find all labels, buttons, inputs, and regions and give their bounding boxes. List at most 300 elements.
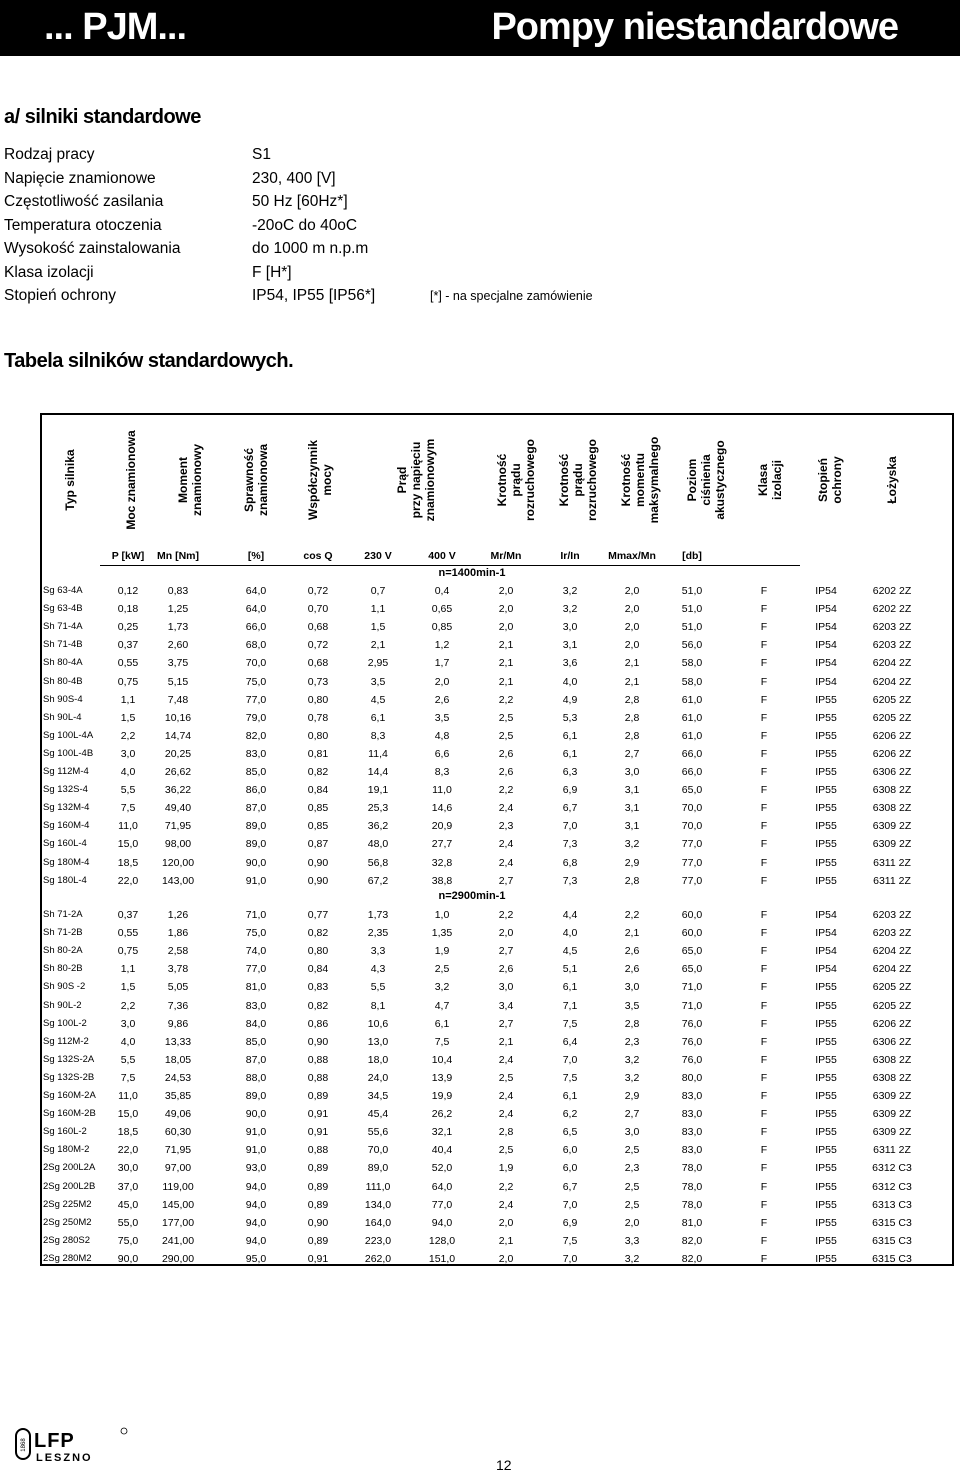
- table-cell: 11,0: [118, 820, 138, 833]
- param-label: Temperatura otoczenia: [4, 216, 162, 234]
- table-cell: 6205 2Z: [872, 693, 912, 706]
- table-cell: IP55: [815, 802, 837, 815]
- table-cell: 3,5: [434, 711, 450, 724]
- table-cell: F: [760, 856, 768, 869]
- table-cell: 3,1: [624, 784, 640, 797]
- table-cell: F: [760, 1180, 768, 1193]
- table-cell: 15,0: [117, 1108, 139, 1121]
- table-cell: 60,0: [681, 909, 703, 921]
- table-cell: 6204 2Z: [872, 963, 912, 976]
- motor-type-cell: Sg 180L-4: [43, 874, 87, 886]
- column-header-label: Typ silnika: [63, 449, 77, 511]
- table-cell: 2,2: [624, 909, 640, 921]
- table-cell: 77,0: [245, 963, 267, 976]
- table-cell: 3,0: [562, 621, 578, 634]
- table-row: [40, 1106, 954, 1124]
- logo-text: LFP: [34, 1430, 75, 1452]
- table-cell: 61,0: [681, 711, 703, 724]
- table-cell: 3,2: [624, 1252, 640, 1265]
- table-cell: 0,78: [307, 711, 329, 724]
- table-cell: IP55: [815, 693, 837, 706]
- column-header-label: Prąd przy napięciu znamionowym: [395, 438, 437, 522]
- table-cell: IP54: [815, 621, 837, 634]
- header-bar: [0, 0, 960, 56]
- table-cell: 77,0: [681, 838, 703, 851]
- table-cell: 8,3: [434, 766, 450, 778]
- table-cell: 1,26: [167, 909, 189, 921]
- table-cell: F: [760, 838, 768, 851]
- table-cell: 3,0: [120, 1017, 136, 1030]
- table-cell: 0,18: [117, 603, 139, 616]
- table-cell: 64,0: [431, 1180, 453, 1193]
- table-cell: 2,6: [498, 766, 514, 778]
- table-cell: 6315 C3: [872, 1216, 912, 1229]
- table-cell: 71,95: [164, 820, 192, 833]
- table-cell: F: [760, 909, 768, 921]
- table-cell: 56,0: [681, 639, 703, 652]
- table-cell: 4,7: [434, 999, 450, 1012]
- table-cell: 11,0: [118, 1090, 138, 1102]
- header-title: Pompy niestandardowe: [491, 6, 898, 48]
- table-cell: 3,6: [562, 657, 578, 670]
- table-cell: F: [760, 585, 768, 597]
- table-cell: IP54: [815, 639, 837, 652]
- table-cell: 56,8: [367, 856, 389, 869]
- table-cell: 0,68: [307, 657, 329, 670]
- column-header: [160, 413, 220, 547]
- table-cell: 0,75: [117, 945, 139, 958]
- table-cell: IP55: [815, 1180, 837, 1193]
- table-cell: 13,0: [367, 1035, 389, 1048]
- table-cell: 75,0: [117, 1234, 139, 1247]
- motor-type-cell: Sg 100L-4A: [43, 729, 94, 741]
- table-cell: 0,83: [307, 981, 329, 994]
- table-row: [40, 836, 954, 854]
- table-cell: IP55: [815, 856, 837, 869]
- motor-type-cell: Sg 100L-2: [43, 1017, 87, 1029]
- table-row: [40, 1251, 954, 1269]
- table-cell: 6,3: [562, 766, 578, 778]
- table-cell: 143,00: [161, 874, 195, 887]
- table-cell: 5,5: [120, 784, 136, 797]
- table-cell: 119,00: [162, 1180, 194, 1193]
- table-cell: 7,0: [562, 1252, 578, 1265]
- table-cell: 2,0: [624, 603, 640, 616]
- table-cell: 87,0: [245, 802, 267, 815]
- table-cell: 77,0: [681, 856, 703, 869]
- table-cell: 241,00: [161, 1234, 195, 1247]
- table-cell: 6308 2Z: [872, 1053, 912, 1066]
- table-cell: F: [760, 874, 768, 887]
- table-cell: 1,1: [120, 693, 136, 706]
- table-cell: 6308 2Z: [872, 1071, 912, 1084]
- table-row: [40, 1016, 954, 1034]
- logo-year: 1868: [21, 1438, 27, 1452]
- table-cell: 1,73: [367, 909, 389, 921]
- table-cell: 19,9: [431, 1090, 453, 1102]
- table-cell: 6,8: [562, 856, 578, 869]
- table-row: [40, 601, 954, 619]
- table-cell: 94,0: [431, 1216, 453, 1229]
- column-header-label: Klasa izolacji: [756, 459, 784, 501]
- table-cell: 0,82: [307, 927, 329, 940]
- table-cell: 94,0: [245, 1198, 267, 1211]
- table-row: [40, 1179, 954, 1197]
- table-cell: 2,58: [167, 945, 189, 958]
- table-cell: 7,3: [562, 838, 578, 851]
- table-cell: 6311 2Z: [873, 1144, 911, 1157]
- unit-label: Mmax/Mn: [608, 550, 656, 562]
- table-cell: IP54: [815, 927, 837, 940]
- table-cell: 1,9: [434, 945, 450, 958]
- table-cell: IP55: [815, 711, 837, 724]
- table-cell: 89,0: [245, 838, 267, 851]
- table-cell: 6311 2Z: [873, 874, 911, 887]
- table-cell: 6306 2Z: [872, 1035, 912, 1048]
- table-cell: 6,0: [562, 1144, 578, 1157]
- table-cell: 51,0: [681, 585, 703, 597]
- table-cell: 6,1: [434, 1017, 450, 1030]
- speed-group-label: n=1400min-1: [438, 567, 506, 579]
- table-cell: 2,35: [367, 927, 389, 940]
- table-cell: 7,5: [562, 1071, 578, 1084]
- table-cell: 94,0: [245, 1216, 267, 1229]
- table-cell: 111,0: [365, 1180, 391, 1193]
- table-cell: IP54: [815, 603, 837, 616]
- table-cell: 0,81: [307, 747, 329, 760]
- speed-group-label: n=2900min-1: [438, 890, 506, 902]
- motor-type-cell: 2Sg 280M2: [43, 1252, 92, 1264]
- table-cell: 0,89: [307, 1234, 329, 1247]
- table-cell: F: [760, 1126, 768, 1139]
- table-cell: 10,6: [367, 1017, 389, 1030]
- table-cell: IP55: [815, 838, 837, 851]
- table-cell: 67,2: [367, 874, 389, 887]
- table-cell: 65,0: [681, 963, 703, 976]
- table-cell: 18,0: [367, 1053, 389, 1066]
- table-cell: 8,3: [370, 729, 386, 742]
- table-cell: 3,1: [624, 802, 640, 815]
- table-cell: 3,2: [624, 838, 640, 851]
- table-cell: 1,5: [120, 981, 136, 994]
- table-cell: 20,25: [164, 747, 192, 760]
- table-cell: IP55: [815, 981, 837, 994]
- table-cell: 77,0: [681, 874, 703, 887]
- unit-label: Mn [Nm]: [157, 550, 199, 562]
- table-cell: 7,3: [562, 874, 578, 887]
- table-cell: 64,0: [245, 603, 267, 616]
- table-cell: 2,1: [498, 639, 514, 652]
- table-cell: 70,0: [367, 1144, 389, 1157]
- table-row: [40, 674, 954, 692]
- table-cell: 14,6: [431, 802, 453, 815]
- table-cell: 65,0: [681, 784, 703, 797]
- table-row: [40, 746, 954, 764]
- table-cell: IP55: [815, 999, 837, 1012]
- table-cell: 2,95: [367, 657, 389, 670]
- table-cell: 3,2: [562, 603, 578, 616]
- table-cell: 65,0: [681, 945, 703, 958]
- table-cell: 6,9: [562, 784, 578, 797]
- table-cell: 87,0: [245, 1053, 267, 1066]
- column-header-label: Stopień ochrony: [816, 456, 844, 504]
- table-cell: F: [760, 963, 768, 976]
- table-cell: 83,0: [681, 1108, 703, 1121]
- table-cell: 2,0: [624, 639, 640, 652]
- table-cell: 13,33: [164, 1035, 192, 1048]
- table-row: [40, 1052, 954, 1070]
- table-cell: F: [760, 1053, 768, 1066]
- table-cell: 45,4: [367, 1108, 389, 1121]
- motor-type-cell: Sh 71-2B: [43, 927, 83, 939]
- table-cell: 0,80: [307, 693, 329, 706]
- column-header: [101, 413, 161, 547]
- table-cell: IP55: [815, 766, 837, 778]
- table-cell: 3,5: [624, 999, 640, 1012]
- table-cell: IP55: [815, 1090, 837, 1102]
- table-cell: F: [760, 693, 768, 706]
- lfp-leszno-logo: [14, 1425, 134, 1465]
- motor-type-cell: Sh 90L-2: [43, 999, 82, 1011]
- table-cell: F: [760, 999, 768, 1012]
- table-cell: 2,0: [624, 621, 640, 634]
- table-cell: 0,55: [117, 927, 139, 940]
- column-header-label: Moc znamionowa: [124, 430, 138, 530]
- table-cell: 6,2: [562, 1108, 578, 1121]
- table-cell: 0,90: [307, 1216, 329, 1229]
- table-cell: IP55: [815, 729, 837, 742]
- table-cell: 1,0: [434, 909, 450, 921]
- table-cell: 24,0: [367, 1071, 389, 1084]
- table-cell: F: [760, 802, 768, 815]
- table-row: [40, 943, 954, 961]
- table-cell: IP54: [815, 657, 837, 670]
- table-cell: 7,5: [562, 1234, 578, 1247]
- table-cell: IP55: [815, 784, 837, 797]
- motor-type-cell: Sg 180M-2: [43, 1144, 90, 1156]
- section-title: a/ silniki standardowe: [4, 106, 201, 128]
- table-cell: 6203 2Z: [872, 909, 912, 921]
- column-header: [610, 413, 670, 547]
- table-cell: 18,5: [117, 1126, 139, 1139]
- logo-subtext: LESZNO: [36, 1452, 93, 1464]
- table-cell: 0,89: [307, 1198, 329, 1211]
- table-cell: 32,1: [431, 1126, 453, 1139]
- table-cell: 6312 C3: [872, 1180, 912, 1193]
- table-cell: 2,4: [498, 1198, 514, 1211]
- table-cell: 0,55: [117, 657, 139, 670]
- table-cell: 11,4: [368, 747, 388, 760]
- table-row: [40, 1197, 954, 1215]
- table-cell: 120,00: [161, 856, 195, 869]
- table-cell: 3,3: [624, 1234, 640, 1247]
- table-cell: 58,0: [681, 657, 703, 670]
- table-cell: 0,84: [307, 963, 329, 976]
- table-cell: 83,0: [681, 1144, 703, 1157]
- table-cell: 52,0: [431, 1162, 453, 1175]
- unit-label: 400 V: [428, 550, 456, 562]
- unit-label: P [kW]: [111, 550, 145, 562]
- table-cell: 5,5: [120, 1053, 136, 1066]
- table-cell: 94,0: [245, 1234, 267, 1247]
- table-cell: 2,4: [498, 1053, 514, 1066]
- table-cell: 8,1: [370, 999, 386, 1012]
- table-cell: 6204 2Z: [872, 675, 912, 688]
- table-cell: 37,0: [117, 1180, 139, 1193]
- table-cell: 55,6: [367, 1126, 389, 1139]
- table-cell: 64,0: [245, 585, 267, 597]
- table-cell: 0,25: [117, 621, 139, 634]
- table-cell: 6,6: [434, 747, 450, 760]
- table-cell: 2,1: [498, 657, 514, 670]
- table-cell: 6309 2Z: [872, 1090, 912, 1102]
- table-cell: 13,9: [431, 1071, 453, 1084]
- table-cell: 164,0: [364, 1216, 392, 1229]
- table-cell: 86,0: [245, 784, 267, 797]
- table-cell: 81,0: [681, 1216, 703, 1229]
- table-cell: 79,0: [245, 711, 267, 724]
- table-row: [40, 728, 954, 746]
- table-row: [40, 692, 954, 710]
- motor-type-cell: 2Sg 200L2B: [43, 1180, 96, 1192]
- table-cell: 2,0: [498, 1216, 514, 1229]
- table-cell: 0,37: [117, 909, 139, 921]
- table-cell: 3,0: [624, 981, 640, 994]
- table-cell: 48,0: [367, 838, 389, 851]
- table-cell: 2,1: [498, 1035, 514, 1048]
- table-cell: 6309 2Z: [872, 820, 912, 833]
- table-row: [40, 873, 954, 891]
- table-cell: F: [760, 639, 768, 652]
- table-cell: 0,72: [307, 639, 329, 652]
- table-cell: 6,7: [562, 802, 578, 815]
- table-row: [40, 1070, 954, 1088]
- table-cell: 0,84: [307, 784, 329, 797]
- column-header: [226, 413, 286, 547]
- table-cell: 82,0: [681, 1252, 703, 1265]
- table-cell: 3,5: [370, 675, 386, 688]
- table-cell: 7,1: [562, 999, 578, 1012]
- table-cell: 40,4: [431, 1144, 453, 1157]
- table-cell: 0,72: [307, 585, 329, 597]
- table-cell: 14,74: [164, 729, 192, 742]
- table-cell: 2,3: [624, 1035, 640, 1048]
- table-cell: 3,2: [624, 1053, 640, 1066]
- motor-type-cell: Sg 180M-4: [43, 856, 90, 868]
- table-cell: 0,70: [307, 603, 329, 616]
- table-row: [40, 1088, 954, 1106]
- table-cell: 6205 2Z: [872, 981, 912, 994]
- table-cell: 0,89: [307, 1090, 329, 1102]
- table-cell: 78,0: [681, 1162, 703, 1175]
- table-row: [40, 619, 954, 637]
- param-label: Klasa izolacji: [4, 263, 94, 281]
- table-cell: IP55: [815, 1162, 837, 1175]
- table-cell: 76,0: [681, 1017, 703, 1030]
- table-cell: 145,00: [161, 1198, 195, 1211]
- table-cell: 6204 2Z: [872, 945, 912, 958]
- table-cell: 0,91: [307, 1108, 329, 1121]
- table-cell: 3,3: [370, 945, 386, 958]
- table-cell: 2,7: [498, 945, 514, 958]
- table-cell: 2,8: [624, 1017, 640, 1030]
- table-cell: 2,7: [624, 1108, 640, 1121]
- table-cell: IP54: [815, 675, 837, 688]
- param-label: Napięcie znamionowe: [4, 169, 156, 187]
- motor-type-cell: Sh 80-4B: [43, 675, 83, 687]
- table-cell: 6,9: [562, 1216, 578, 1229]
- motor-type-cell: Sh 90L-4: [43, 711, 82, 723]
- param-value: F [H*]: [252, 263, 292, 281]
- table-row: [40, 818, 954, 836]
- motor-type-cell: Sh 90S-4: [43, 693, 83, 705]
- table-cell: 77,0: [431, 1198, 453, 1211]
- table-cell: 2,6: [624, 945, 640, 958]
- table-cell: 2,0: [498, 603, 514, 616]
- table-cell: 2,1: [624, 657, 640, 670]
- table-cell: 71,95: [164, 1144, 192, 1157]
- table-cell: 98,00: [164, 838, 192, 851]
- table-cell: 80,0: [681, 1071, 703, 1084]
- table-row: [40, 998, 954, 1016]
- column-header: [40, 413, 100, 547]
- table-cell: 4,8: [434, 729, 450, 742]
- table-cell: 4,0: [562, 927, 578, 940]
- table-cell: 2,0: [498, 1252, 514, 1265]
- param-value: S1: [252, 146, 271, 163]
- table-cell: 26,2: [431, 1108, 453, 1121]
- table-cell: 97,00: [164, 1162, 192, 1175]
- table-row: [40, 1233, 954, 1251]
- motor-type-cell: Sg 160M-4: [43, 820, 90, 832]
- param-value: -20oC do 40oC: [252, 216, 358, 234]
- table-cell: 2,1: [370, 639, 386, 652]
- table-cell: 5,05: [167, 981, 189, 994]
- table-cell: IP55: [815, 1198, 837, 1211]
- table-cell: 128,0: [428, 1234, 456, 1247]
- table-cell: 91,0: [245, 874, 267, 887]
- table-cell: IP55: [815, 874, 837, 887]
- unit-label: cos Q: [303, 550, 333, 562]
- table-cell: 4,0: [562, 675, 578, 688]
- table-cell: 4,0: [120, 766, 136, 778]
- table-row: [40, 907, 954, 925]
- table-cell: 2,0: [624, 585, 640, 597]
- param-value: do 1000 m n.p.m: [252, 240, 369, 257]
- table-row: [40, 1160, 954, 1178]
- table-cell: F: [760, 1090, 768, 1102]
- table-cell: 78,0: [681, 1198, 703, 1211]
- table-row: [40, 925, 954, 943]
- table-cell: 89,0: [245, 820, 267, 833]
- table-cell: 4,4: [562, 909, 578, 921]
- table-cell: 6204 2Z: [872, 657, 912, 670]
- table-cell: 60,30: [164, 1126, 192, 1139]
- param-label: Rodzaj pracy: [4, 146, 95, 163]
- table-cell: 6,1: [562, 729, 578, 742]
- motor-type-cell: 2Sg 250M2: [43, 1216, 92, 1228]
- table-cell: 6203 2Z: [872, 621, 912, 634]
- param-value: 230, 400 [V]: [252, 169, 336, 187]
- table-cell: F: [760, 747, 768, 760]
- table-cell: 0,90: [307, 1035, 329, 1048]
- unit-label: Mr/Mn: [490, 550, 522, 562]
- motor-type-cell: 2Sg 225M2: [43, 1198, 92, 1210]
- table-cell: 18,05: [164, 1053, 192, 1066]
- table-cell: IP55: [815, 1216, 837, 1229]
- column-header-label: Moment znamionowy: [176, 443, 204, 517]
- table-cell: F: [760, 1198, 768, 1211]
